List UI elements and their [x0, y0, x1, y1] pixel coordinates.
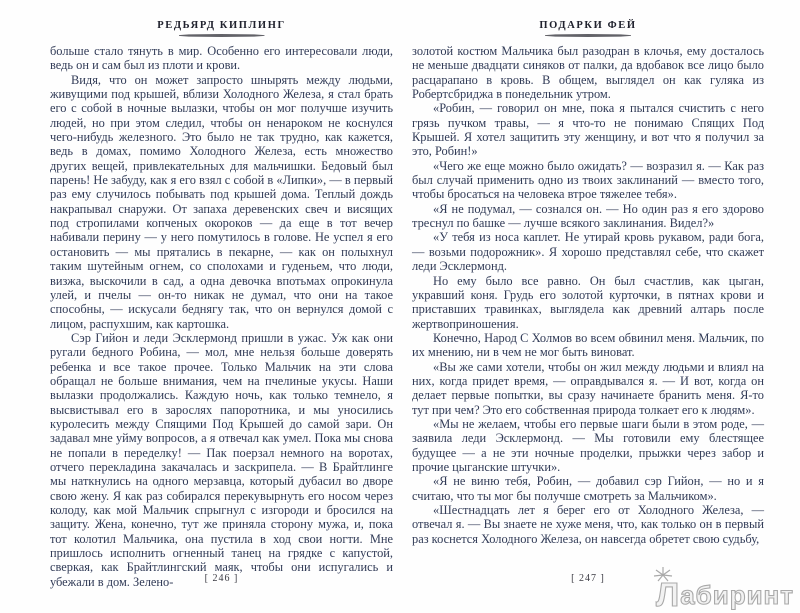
page-text-right: [412, 44, 764, 546]
paragraph: больше стало тянуть в мир. Особенно его интересовали люди, ведь он и сам был из плоти и крови.: [50, 44, 393, 73]
paragraph: «Мы не желаем, чтобы его первые шаги были в этом роде, — заявила леди Эсклермонд. — Мы готовили ему блестящее будущее — а не эти ночные проделки, прыжки через забор и прочие цыганские штучки».: [412, 416, 764, 474]
running-head-right: [412, 0, 764, 37]
watermark-first-letter: Л: [656, 576, 681, 613]
sunburst-icon: [652, 566, 674, 586]
header-ornament-rule: [179, 34, 265, 37]
labirint-watermark: [656, 578, 794, 611]
page-left: [50, 0, 393, 613]
page-right: [412, 0, 764, 613]
watermark-text: абиринт: [680, 580, 794, 610]
paragraph: Видя, что он может запросто шнырять между людьми, живущими под крышей, вблизи Холодного Железа, я стал брать его с собой в ночные вылазки, чтобы он мог получше изучить людей, но при этом следил, чтобы он ненароком не коснулся чего-нибудь железного. Это было не так трудно, как кажется, ведь в домах, помимо Холодного Железа, есть множество других вещей, привлекательных для мальчишки. Бедовый был парень! Не забуду, как я его взял с собой в «Липки», — в первый раз ему случилось побывать под крышей дома. Теплый дождь накрапывал снаружи. От запаха деревенских свеч и висящих под стропилами копченых окороков — да еще в тот вечер набивали перину — у него помутилось в голове. Не успел я его остановить — мы прятались в пекарне, — как он полыхнул таким шутейным огнем, со сполохами и гуденьем, что люди, визжа, выскочили в сад, а одна девочка впотьмах опрокинула улей, и пчелы — он-то никак не думал, что они на такое способны, — искусали беднягу так, что он вернулся домой с лицом, распухшим, как картошка.: [50, 72, 393, 331]
paragraph: «Я не подумал, — сознался он. — Но один раз я его здорово треснул по башке — лучше всякого заклинания. Видел?»: [412, 201, 764, 231]
paragraph: «Робин, — говорил он мне, пока я пытался счистить с него грязь пучком травы, — я что-то не понимаю Спящих Под Крышей. Я хотел защитить эту женщину, и вот что я получил за это, Робин!»: [412, 101, 764, 159]
paragraph: «Шестнадцать лет я берег его от Холодного Железа, — отвечал я. — Вы знаете не хуже меня, что, как только он в первый раз коснется Холодного Железа, он навсегда обретет свою судьбу,: [412, 503, 764, 546]
paragraph: Но ему было все равно. Он был счастлив, как цыган, укравший коня. Грудь его золотой курточки, в пятнах крови и приставших травинках, выглядела как древний алтарь после жертвоприношения.: [412, 273, 764, 331]
paragraph: Конечно, Народ С Холмов во всем обвинил меня. Мальчик, по их мнению, ни в чем не мог быть виноват.: [412, 330, 764, 360]
paragraph: «Чего же еще можно было ожидать? — возразил я. — Как раз был случай применить одно из твоих заклинаний — вместо того, чтобы бросаться на человека втрое тяжелее тебя».: [412, 158, 764, 202]
running-head-title: ПОДАРКИ ФЕЙ: [539, 20, 637, 31]
page-number-right: [ 247 ]: [571, 573, 605, 584]
paragraph: «Вы же сами хотели, чтобы он жил между людьми и влиял на них, когда придет время, — оправдывался я. — И вот, когда он делает первые попытки, вы сразу начинаете бранить меня. Я-то тут при чем? Это его собственная природа толкает его к людям».: [412, 359, 764, 417]
running-head-title: РЕДЬЯРД КИПЛИНГ: [157, 20, 286, 31]
running-head-left: [50, 0, 393, 37]
page-text-left: [50, 44, 393, 589]
header-ornament-rule: [545, 34, 631, 37]
paragraph: золотой костюм Мальчика был разодран в клочья, ему досталось не меньше двадцати синяков от палки, да вдобавок все лицо было расцарапано в кровь. В общем, выглядел он как гуляка из Робертсбриджа в понедельник утром.: [412, 44, 764, 102]
paragraph: Сэр Гийон и леди Эсклермонд пришли в ужас. Уж как они ругали бедного Робина, — мол, мне нельзя больше доверять ребенка и все такое прочее. Только Мальчик на эти слова обращал не больше внимания, чем на пчелиные укусы. Наши вылазки продолжались. Каждую ночь, как только темнело, я высвистывал его в зарослях папоротника, и мы уносились куролесить между Спящими Под Крышей до самой зари. Он задавал мне уйму вопросов, а я отвечал как умел. Пока мы снова не попали в переделку! — Пак поерзал немного на воротах, отчего перекладина закачалась и заскрипела. — В Брайтлинге мы наткнулись на одного мерзавца, который дубасил во дворе свою жену. Я как раз собирался перекувырнуть его носом через колоду, как мой Мальчик спрыгнул с изгороди и бросился на защиту. Жена, конечно, тут же приняла сторону мужа, и, пока тот колотил Мальчика, она пустила в ход свои ногти. Мне пришлось исполнить огненный танец на грядке с капустой, сверкая, как Брайтлингский маяк, чтобы они испугались и убежали в дом. Зелено-: [50, 330, 393, 589]
page-number-left: [ 246 ]: [204, 573, 239, 584]
paragraph: «Я не виню тебя, Робин, — добавил сэр Гийон, — но и я считаю, что ты мог бы получше смотреть за Мальчиком».: [412, 474, 764, 503]
paragraph: «У тебя из носа каплет. Не утирай кровь рукавом, ради бога, — возьми подорожник». Я хорошо представлял себе, что скажет леди Эсклермонд.: [412, 230, 764, 274]
